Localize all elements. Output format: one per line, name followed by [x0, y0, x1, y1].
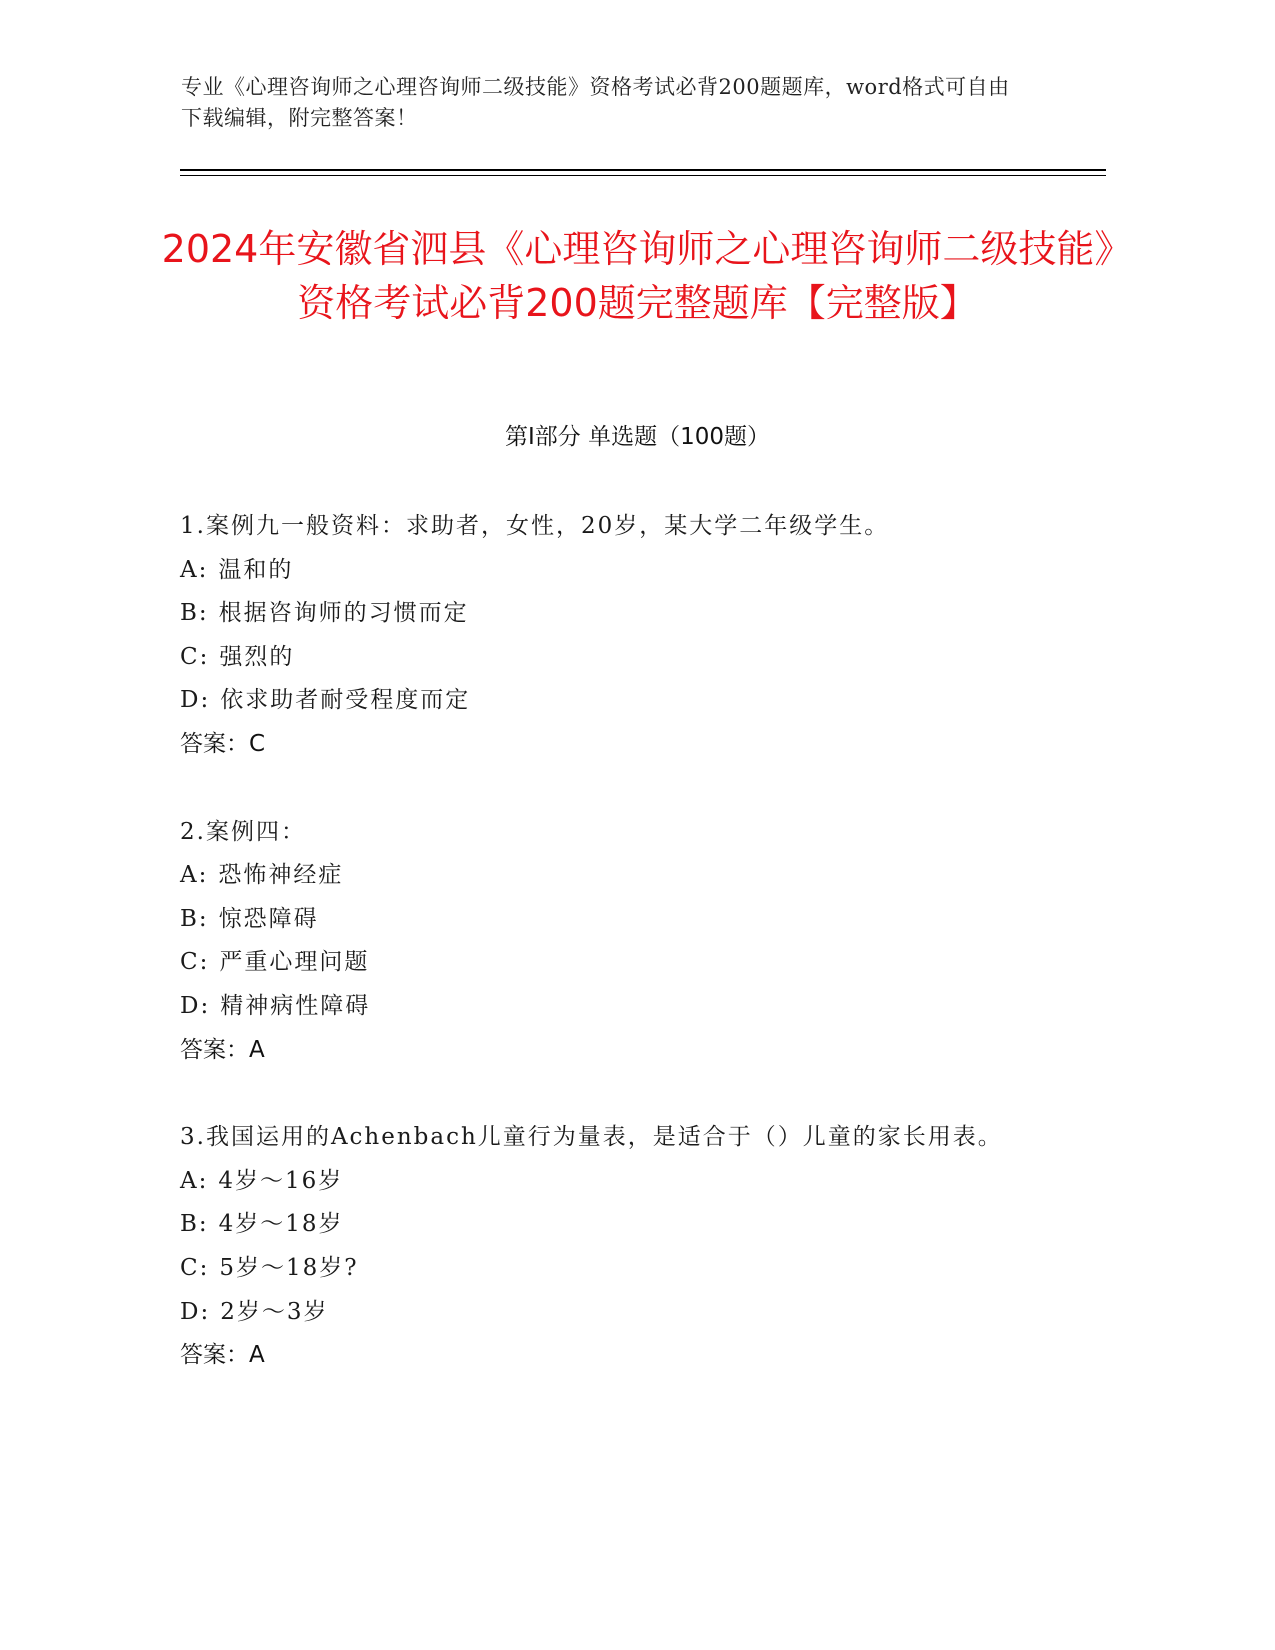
question-1	[180, 505, 1040, 767]
document-title: 2024年安徽省泗县《心理咨询师之心理咨询师二级技能》资格考试必背200题完整题库【完整版】	[161, 227, 1114, 325]
option-letter: A:	[180, 862, 209, 889]
option-a	[180, 854, 1040, 898]
option-b	[180, 898, 1040, 942]
option-a	[180, 1160, 1040, 1204]
question-stem: 3.我国运用的Achenbach儿童行为量表，是适合于（）儿童的家长用表。	[180, 1124, 1003, 1151]
option-text: 2岁～3岁	[220, 1298, 329, 1325]
header-rule-thick	[180, 169, 1106, 171]
question-stem: 2.案例四：	[180, 818, 306, 845]
option-text: 根据咨询师的习惯而定	[218, 600, 469, 627]
option-letter: D:	[180, 1298, 211, 1325]
option-d	[180, 679, 1040, 723]
question-3	[180, 1116, 1040, 1378]
option-letter: C:	[180, 643, 210, 670]
answer-line: 答案：A	[180, 1342, 265, 1369]
option-text: 精神病性障碍	[220, 992, 371, 1019]
option-c	[180, 636, 1040, 680]
option-a	[180, 549, 1040, 593]
option-letter: A:	[180, 556, 209, 583]
option-letter: B:	[180, 905, 209, 932]
option-b	[180, 592, 1040, 636]
option-text: 严重心理问题	[219, 949, 370, 976]
option-letter: C:	[180, 949, 210, 976]
option-letter: B:	[180, 600, 209, 627]
option-c	[180, 941, 1040, 985]
question-stem: 1.案例九一般资料：求助者，女性，20岁，某大学二年级学生。	[180, 513, 890, 539]
question-list	[180, 505, 1040, 1422]
option-text: 4岁～18岁	[218, 1211, 344, 1238]
option-text: 4岁～16岁	[218, 1167, 344, 1194]
option-text: 恐怖神经症	[218, 862, 344, 889]
option-d	[180, 985, 1040, 1029]
option-text: 强烈的	[219, 643, 295, 670]
option-text: 5岁～18岁?	[219, 1254, 359, 1281]
option-d	[180, 1291, 1040, 1335]
option-letter: D:	[180, 687, 211, 714]
header-note: 专业《心理咨询师之心理咨询师二级技能》资格考试必背200题题库，word格式可自由下载编辑，附完整答案！	[181, 75, 1010, 130]
option-letter: A:	[180, 1167, 209, 1194]
option-letter: C:	[180, 1254, 210, 1281]
option-text: 惊恐障碍	[218, 905, 319, 932]
section-heading: 第Ⅰ部分 单选题（100题）	[505, 424, 770, 450]
header-rule-thin	[180, 175, 1106, 176]
option-text: 依求助者耐受程度而定	[220, 687, 471, 714]
answer-line: 答案：A	[180, 1036, 265, 1063]
option-c	[180, 1247, 1040, 1291]
option-letter: D:	[180, 992, 211, 1019]
option-b	[180, 1203, 1040, 1247]
option-letter: B:	[180, 1211, 209, 1238]
answer-line: 答案：C	[180, 730, 266, 757]
option-text: 温和的	[218, 556, 294, 583]
question-2	[180, 811, 1040, 1073]
